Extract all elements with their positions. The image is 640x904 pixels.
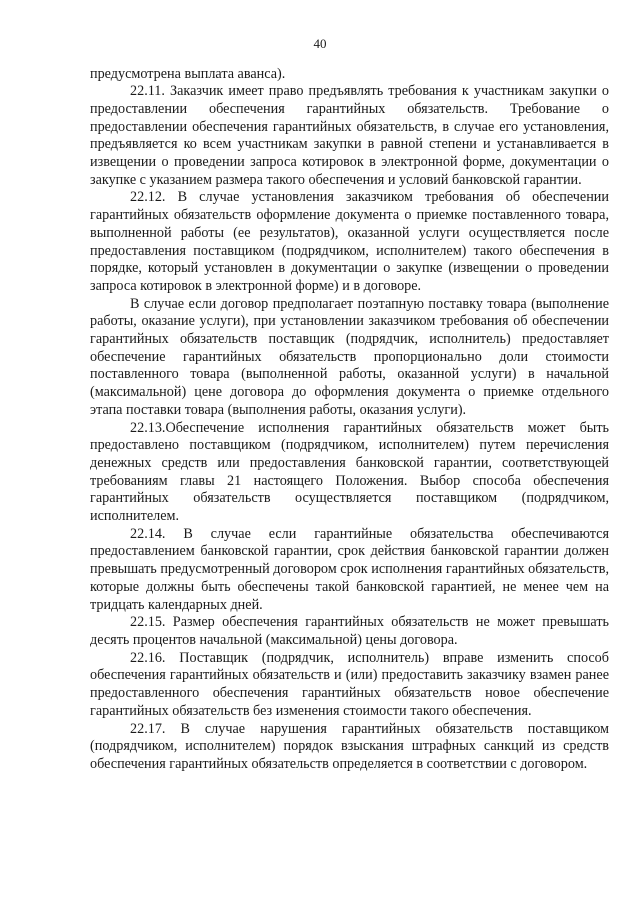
paragraph-22-15: 22.15. Размер обеспечения гарантийных обязательств не может превышать десять процентов начальной (максимальной) цены договора. [90, 614, 609, 648]
paragraph-staged-delivery: В случае если договор предполагает поэтапную поставку товара (выполнение работы, оказание услуги), при установлении заказчиком требования об обеспечении гарантийных обязательств поставщик (подрядчик, исполнитель) предоставляет обеспечение гарантийных обязательств пропорционально доли стоимости поставленного товара (выполненной работы, оказанной услуги) в начальной (максимальной) цене договора до оформления документа о приемке отдельного этапа поставки товара (выполнения работы, оказания услуги). [90, 295, 609, 418]
paragraph-22-14: 22.14. В случае если гарантийные обязательства обеспечиваются предоставлением банковской гарантии, срок действия банковской гарантии должен превышать предусмотренный договором срок исполнения гарантийных обязательств, которые должны быть обеспечены такой банковской гарантией, не менее чем на тридцать календарных дней. [90, 525, 609, 613]
paragraph-continuation: предусмотрена выплата аванса). [90, 65, 286, 82]
paragraph-22-17: 22.17. В случае нарушения гарантийных обязательств поставщиком (подрядчиком, исполнителем) порядок взыскания штрафных санкций из средств обеспечения гарантийных обязательств определяется в соответствии с договором. [90, 720, 609, 772]
paragraph-22-13: 22.13.Обеспечение исполнения гарантийных обязательств может быть предоставлено поставщиком (подрядчиком, исполнителем) путем перечисления денежных средств или предоставления банковской гарантии, соответствующей требованиям главы 21 настоящего Положения. Выбор способа обеспечения гарантийных обязательств осуществляется поставщиком (подрядчиком, исполнителем. [90, 419, 609, 525]
paragraph-22-16: 22.16. Поставщик (подрядчик, исполнитель) вправе изменить способ обеспечения гарантийных обязательств и (или) предоставить заказчику взамен ранее предоставленного обеспечения гарантийных обязательств новое обеспечение гарантийных обязательств без изменения стоимости такого обеспечения. [90, 649, 609, 719]
paragraph-22-11: 22.11. Заказчик имеет право предъявлять требования к участникам закупки о предоставлении обеспечения гарантийных обязательств. Требование о предоставлении обеспечения гарантийных обязательств, в случае его установления, предъявляется ко всем участникам закупки в равной степени и устанавливается в извещении о проведении запроса котировок в электронной форме, документации о закупке с указанием размера такого обеспечения и условий банковской гарантии. [90, 83, 609, 188]
paragraph-22-12: 22.12. В случае установления заказчиком требования об обеспечении гарантийных обязательств оформление документа о приемке поставленного товара, выполненной работы (ее результатов), оказанной услуги осуществляется после предоставления поставщиком (подрядчиком, исполнителем) такого обеспечения в порядке, который установлен в документации о закупке (извещении о проведении запроса котировок в электронной форме) и в договоре. [90, 189, 609, 294]
page-number: 40 [313, 36, 327, 51]
document-body [90, 66, 609, 774]
